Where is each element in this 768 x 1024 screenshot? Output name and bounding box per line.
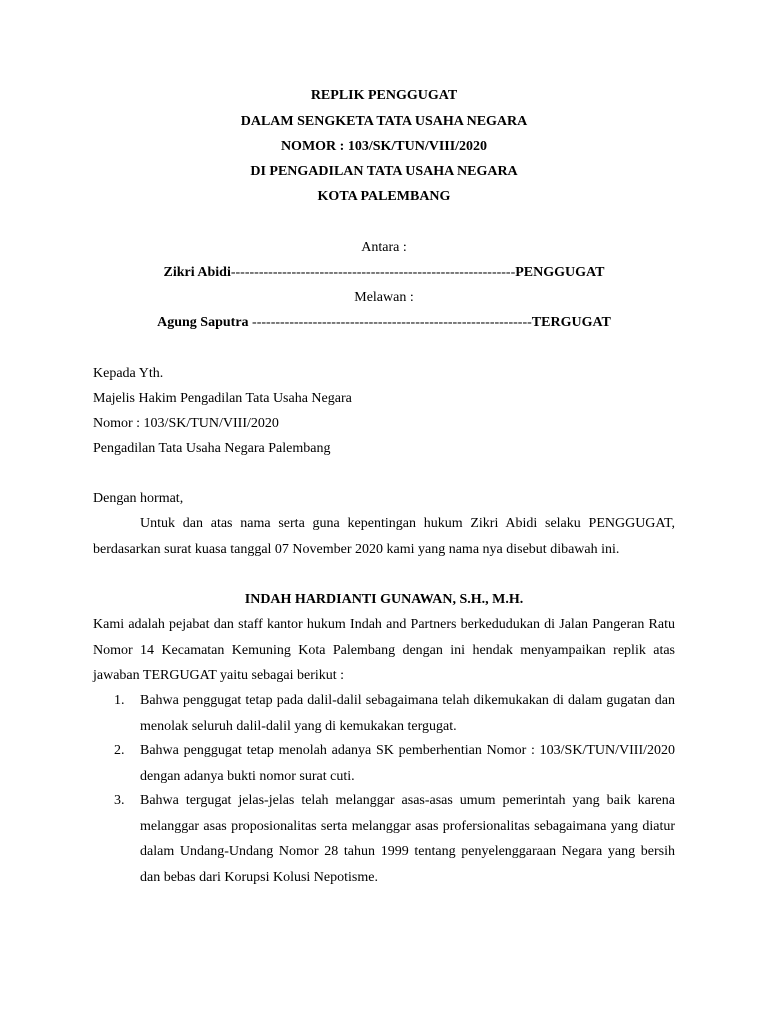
list-number: 1.: [114, 693, 125, 708]
doc-subtitle: DALAM SENGKETA TATA USAHA NEGARA: [240, 114, 528, 129]
defendant-line: [0, 314, 768, 332]
list-number: 2.: [114, 743, 125, 758]
list-text: Bahwa penggugat tetap pada dalil-dalil sebagaimana telah dikemukakan di dalam gugatan dan menolak seluruh dalil-dalil yang di kemukakan tergugat.: [140, 693, 675, 734]
defendant-dashes: ------------------------------------------------------------: [248, 315, 532, 330]
lawyer-name: INDAH HARDIANTI GUNAWAN, S.H., M.H.: [244, 592, 524, 607]
plaintiff-role: PENGGUGAT: [515, 265, 605, 280]
plaintiff-name: Zikri Abidi: [163, 265, 231, 280]
greeting: Dengan hormat,: [93, 491, 184, 506]
intro-paragraph: Untuk dan atas nama serta guna kepentingan hukum Zikri Abidi selaku PENGGUGAT, berdasarkan surat kuasa tanggal 07 November 2020 kami yang nama nya disebut dibawah ini.: [93, 516, 675, 557]
city-heading: KOTA PALEMBANG: [317, 189, 451, 204]
defendant-role: TERGUGAT: [531, 315, 611, 330]
addressee-case-number: Nomor : 103/SK/TUN/VIII/2020: [93, 416, 279, 431]
doc-title: REPLIK PENGGUGAT: [310, 88, 458, 103]
addressee-court: Pengadilan Tata Usaha Negara Palembang: [93, 441, 331, 456]
list-text: Bahwa penggugat tetap menolah adanya SK pemberhentian Nomor : 103/SK/TUN/VIII/2020 dengan adanya bukti nomor surat cuti.: [140, 743, 675, 784]
statement-paragraph: Kami adalah pejabat dan staff kantor hukum Indah and Partners berkedudukan di Jalan Pangeran Ratu Nomor 14 Kecamatan Kemuning Kota Palembang dengan ini hendak menyampaikan replik atas jawaban TERGUGAT yaitu sebagai berikut :: [93, 617, 675, 683]
melawan-label: Melawan :: [354, 290, 414, 305]
antara-label: Antara :: [361, 240, 407, 255]
list-text: Bahwa tergugat jelas-jelas telah melanggar asas-asas umum pemerintah yang baik karena melanggar asas proposionalitas serta melanggar asas profersionalitas sebagaimana yang diatur dalam Undang-Undang Nomor 28 tahun 1999 tentang penyelenggaraan Negara yang bersih dan bebas dari Korupsi Kolusi Nepotisme.: [140, 793, 675, 885]
defendant-name: Agung Saputra: [157, 315, 249, 330]
list-number: 3.: [114, 793, 125, 808]
plaintiff-dashes: -------------------------------------------------------------: [230, 265, 516, 280]
plaintiff-line: [0, 264, 768, 282]
addressee-panel: Majelis Hakim Pengadilan Tata Usaha Negara: [93, 391, 352, 406]
court-heading: DI PENGADILAN TATA USAHA NEGARA: [250, 164, 518, 179]
addressee-salutation: Kepada Yth.: [93, 366, 164, 381]
case-number-heading: NOMOR : 103/SK/TUN/VIII/2020: [280, 139, 488, 154]
